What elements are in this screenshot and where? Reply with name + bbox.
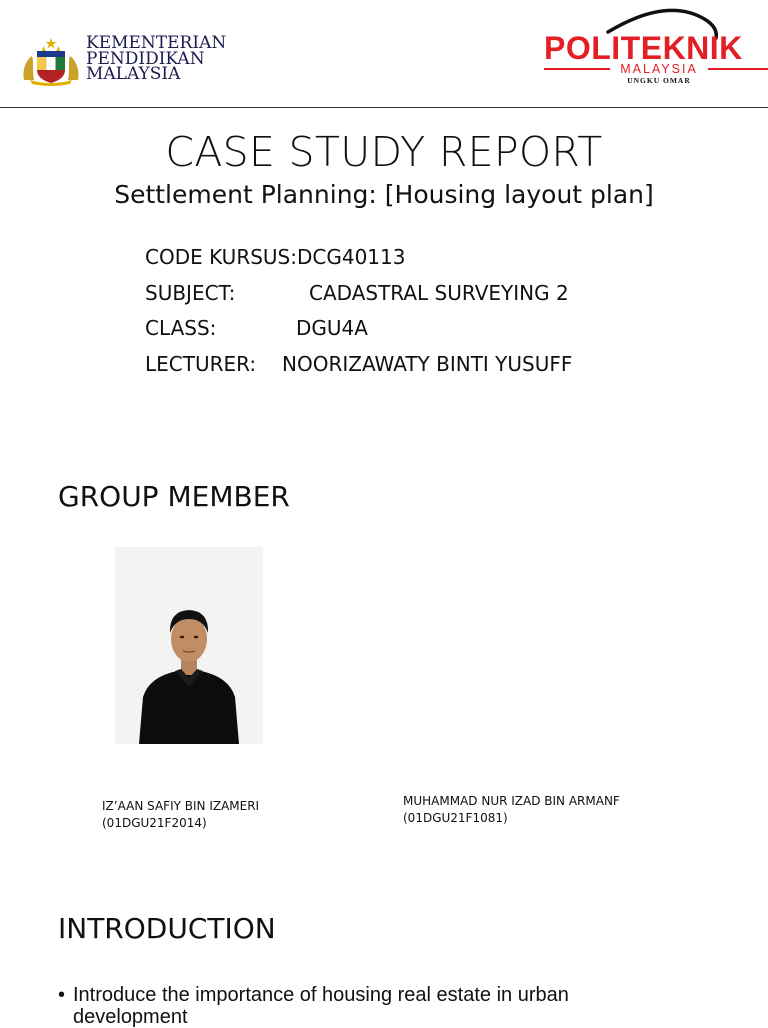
report-title: CASE STUDY REPORT	[165, 128, 603, 176]
info-row-code	[145, 245, 405, 269]
group-member-heading: GROUP MEMBER	[58, 480, 290, 513]
bullet-marker: •	[58, 984, 66, 1006]
member-photo	[115, 547, 263, 744]
ministry-logo-text	[86, 33, 227, 84]
report-subtitle: Settlement Planning: [Housing layout plan]	[114, 180, 654, 209]
member-card	[102, 798, 259, 832]
subject-value: CADASTRAL SURVEYING 2	[309, 281, 569, 305]
code-label: CODE KURSUS:	[145, 245, 297, 269]
ministry-logo-line1: KEMENTERIAN	[86, 33, 227, 53]
bullet-text: Introduce the importance of housing real estate in urban development	[73, 984, 569, 1028]
member-name: IZ’AAN SAFIY BIN IZAMERI	[102, 799, 260, 813]
ministry-logo-line3: MALAYSIA	[86, 64, 181, 84]
member-id: (01DGU21F1081)	[403, 811, 508, 825]
introduction-bullet	[58, 984, 678, 1028]
lecturer-value: NOORIZAWATY BINTI YUSUFF	[282, 352, 573, 376]
member-id: (01DGU21F2014)	[102, 816, 207, 830]
introduction-heading: INTRODUCTION	[58, 912, 276, 945]
class-label: CLASS:	[145, 316, 217, 340]
info-row-lecturer	[145, 352, 573, 376]
subject-label: SUBJECT:	[145, 281, 236, 305]
ministry-logo-line2: PENDIDIKAN	[86, 48, 205, 69]
member-portrait-image	[115, 547, 263, 744]
class-value: DGU4A	[296, 316, 368, 340]
member-card	[403, 793, 620, 827]
politeknik-campus-text: UNGKU OMAR	[627, 76, 691, 85]
member-name: MUHAMMAD NUR IZAD BIN ARMANF	[403, 794, 620, 808]
page-header	[0, 0, 768, 108]
code-value: DCG40113	[296, 245, 406, 269]
info-row-class	[145, 316, 368, 340]
info-row-subject	[145, 281, 569, 305]
malaysia-coat-of-arms-icon	[20, 36, 82, 86]
politeknik-brand-text: POLITEKNIK	[544, 30, 743, 66]
lecturer-label: LECTURER:	[145, 352, 257, 376]
politeknik-logo	[538, 4, 768, 94]
politeknik-country-text: MALAYSIA	[620, 62, 698, 76]
